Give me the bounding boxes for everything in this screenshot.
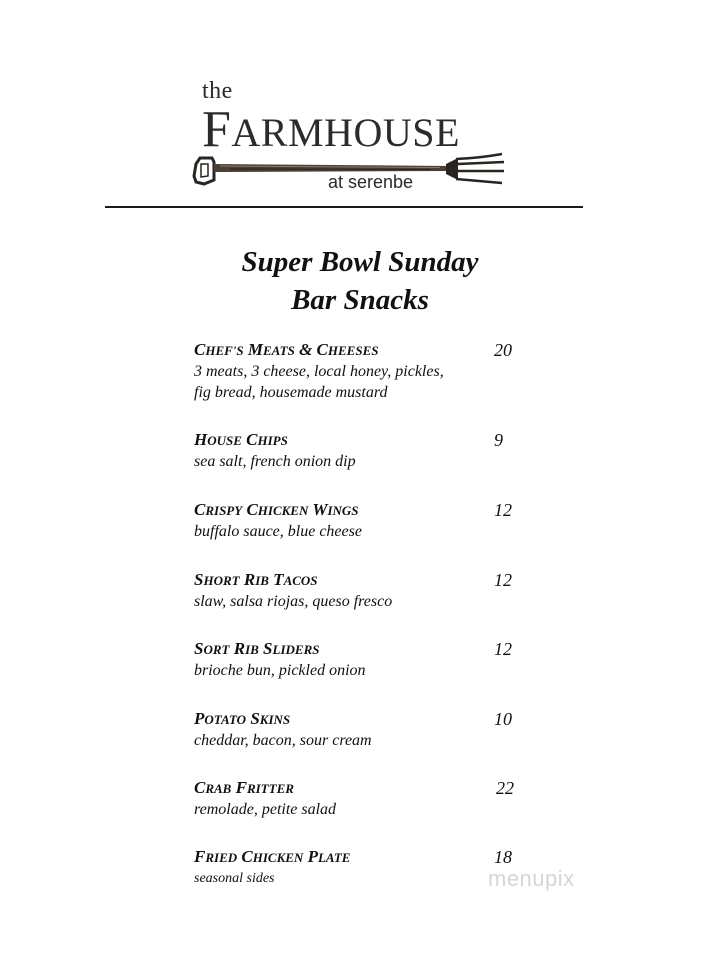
menu-item-name: FRIED CHICKEN PLATE (194, 847, 351, 866)
menu-item-description-line: brioche bun, pickled onion (194, 662, 366, 679)
menu-item-description (194, 591, 514, 612)
menu-item-description-line: 3 meats, 3 cheese, local honey, pickles, (194, 363, 444, 380)
menu-item-description-line: fig bread, housemade mustard (194, 384, 388, 401)
menu-item-name: POTATO SKINS (194, 709, 291, 728)
menu-item-description (194, 799, 514, 820)
menu-item-name: CRAB FRITTER (194, 778, 294, 797)
logo-name-rest: ARMHOUSE (231, 110, 460, 155)
menu-item-name: HOUSE CHIPS (194, 430, 288, 449)
header-divider (105, 206, 583, 208)
logo-subtitle: at serenbe (328, 172, 414, 192)
watermark: menupix (488, 866, 575, 891)
menu-item-description (194, 451, 514, 472)
menu-item-price: 22 (496, 778, 514, 798)
logo-name-initial: F (202, 101, 232, 158)
menu-item-description-line: cheddar, bacon, sour cream (194, 732, 372, 749)
menu-item-description-line: seasonal sides (194, 871, 275, 886)
menu-item-price: 20 (494, 340, 512, 360)
menu-item-name: SHORT RIB TACOS (194, 570, 318, 589)
menu-title-line1: Super Bowl Sunday (241, 246, 479, 278)
menu-item-description-line: sea salt, french onion dip (194, 453, 356, 470)
menu-item-description-line: slaw, salsa riojas, queso fresco (194, 593, 393, 610)
menu-item-description (194, 730, 514, 751)
menu-item-name: CHEF'S MEATS & CHEESES (194, 340, 379, 359)
menu-item-price: 9 (494, 430, 503, 450)
menu-title-line2: Bar Snacks (291, 284, 429, 316)
menu-item-description-line: remolade, petite salad (194, 801, 337, 818)
menu-item-price: 12 (494, 500, 512, 520)
restaurant-logo (190, 78, 510, 196)
menu-item-price: 18 (494, 847, 512, 867)
menu-item-price: 12 (494, 570, 512, 590)
menu-item-description (194, 868, 514, 889)
menu-item-description (194, 521, 514, 542)
menu-item-description (194, 660, 514, 681)
menu-item-name: CRISPY CHICKEN WINGS (194, 500, 359, 519)
menu-item-price: 10 (494, 709, 512, 729)
menu-item-name: SORT RIB SLIDERS (194, 639, 320, 658)
menu-item-description (194, 361, 514, 403)
menu-item-description-line: buffalo sauce, blue cheese (194, 523, 362, 540)
menu-item-price: 12 (494, 639, 512, 659)
logo-the-text: the (202, 78, 233, 104)
